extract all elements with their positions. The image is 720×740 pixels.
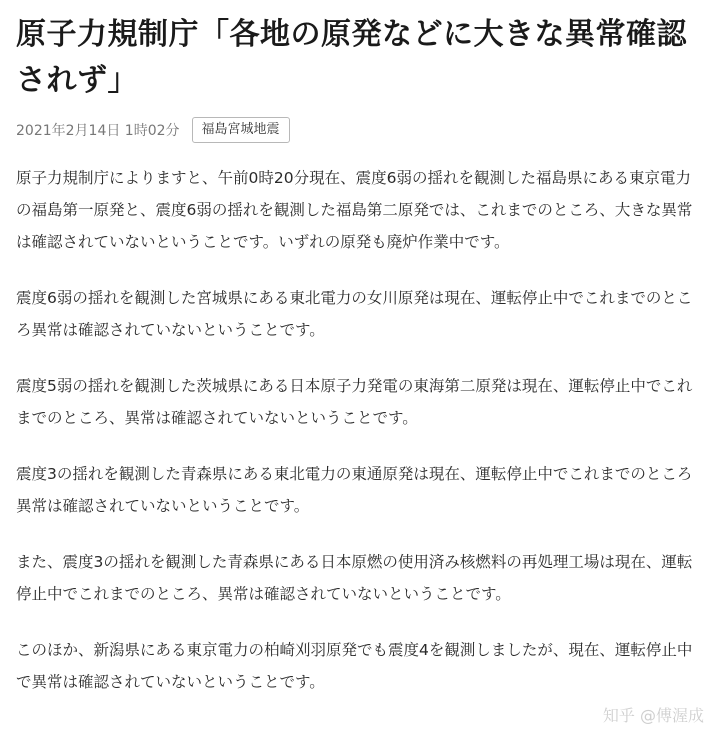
topic-tag[interactable]: 福島宮城地震 [192, 117, 290, 143]
publish-date: 2021年2月14日 1時02分 [16, 123, 180, 139]
paragraph: 震度3の揺れを観測した青森県にある東北電力の東通原発は現在、運転停止中でこれまでのところ異常は確認されていないということです。 [16, 465, 693, 515]
article-headline: 原子力規制庁「各地の原発などに大きな異常確認されず」 [16, 17, 687, 98]
paragraph: 震度6弱の揺れを観測した宮城県にある東北電力の女川原発は現在、運転停止中でこれまでのところ異常は確認されていないということです。 [16, 289, 693, 339]
paragraph: また、震度3の揺れを観測した青森県にある日本原燃の使用済み核燃料の再処理工場は現在、運転停止中でこれまでのところ、異常は確認されていないということです。 [16, 553, 693, 603]
paragraph: 震度5弱の揺れを観測した茨城県にある日本原子力発電の東海第二原発は現在、運転停止中でこれまでのところ、異常は確認されていないということです。 [16, 377, 693, 427]
watermark: 知乎 @傅渥成 [602, 706, 704, 725]
paragraph: 原子力規制庁によりますと、午前0時20分現在、震度6弱の揺れを観測した福島県にある東京電力の福島第一原発と、震度6弱の揺れを観測した福島第二原発では、これまでのところ、大きな異常は確認されていないということです。いずれの原発も廃炉作業中です。 [16, 169, 693, 251]
article-body [16, 162, 706, 698]
paragraph: このほか、新潟県にある東京電力の柏崎刈羽原発でも震度4を観測しましたが、現在、運転停止中で異常は確認されていないということです。 [16, 641, 693, 691]
article-meta [16, 116, 706, 144]
